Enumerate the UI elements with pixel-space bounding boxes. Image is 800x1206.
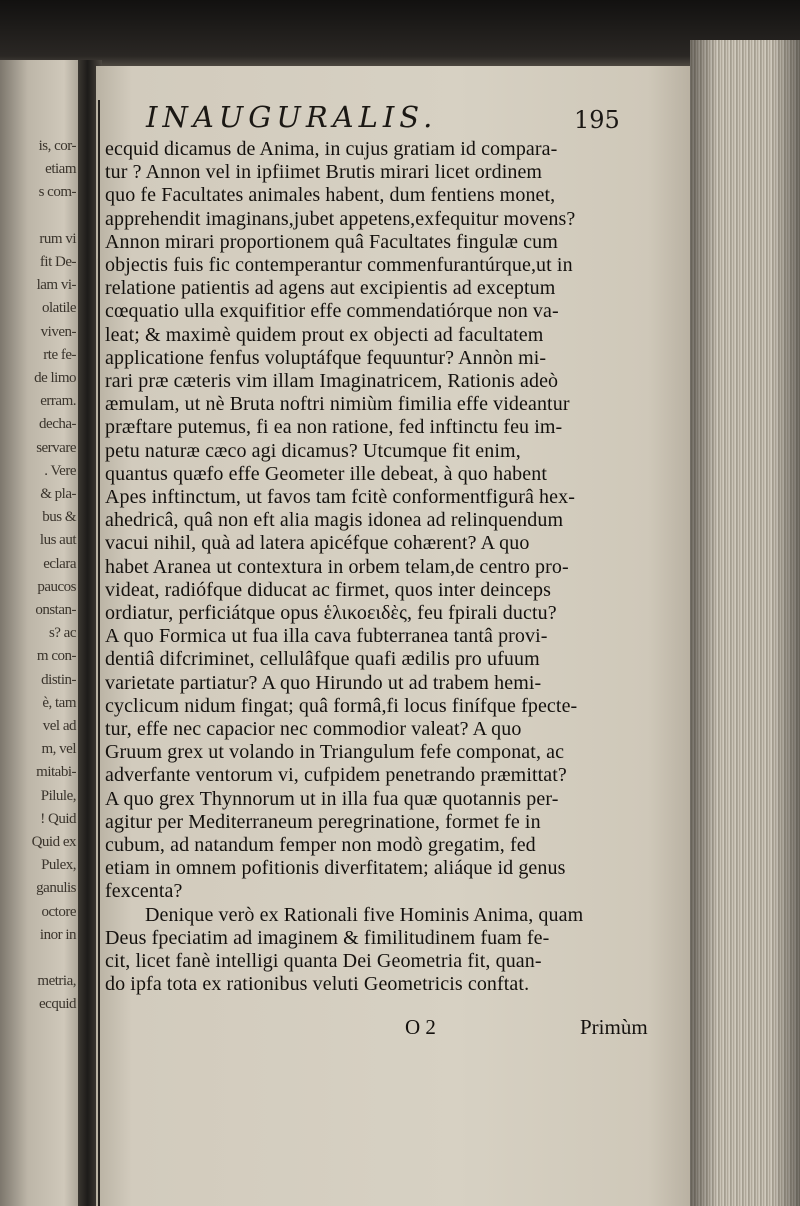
text-line: adverfante ventorum vi, cufpidem penetrando præmittat? (105, 764, 567, 787)
text-line: Deus fpeciatim ad imaginem & fimilitudinem fuam fe- (105, 926, 550, 949)
text-line: A quo grex Thynnorum ut in illa fua quæ quotannis per- (105, 787, 559, 810)
text-line: tur ? Annon vel in ipfiimet Brutis mirari licet ordinem (105, 161, 543, 184)
facing-page-fragment: fit De- (39, 254, 76, 270)
facing-page-fragment: rte fe- (43, 346, 76, 363)
facing-page-fragment: decha- (39, 416, 76, 433)
text-line: Denique verò ex Rationali five Hominis Anima, quam (145, 903, 584, 926)
facing-page-fragment: m con- (36, 648, 76, 665)
text-line: ahedricâ, quâ non eft alia magis idonea ad relinquendum (105, 509, 564, 532)
facing-page-fragment: ecquid (39, 996, 76, 1013)
text-line: cit, licet fanè intelligi quanta Dei Geometria fit, quan- (105, 950, 542, 972)
facing-page-fragment: servare (36, 439, 76, 456)
facing-page-fragment: rum vi (39, 230, 76, 247)
facing-page-fragment: inor in (39, 926, 76, 943)
text-line: æmulam, ut nè Bruta noftri nimiùm fimilia effe videantur (105, 393, 570, 416)
signature-mark: O 2 (405, 1015, 436, 1039)
text-line: agitur per Mediterraneum peregrinatione, formet fe in (105, 810, 541, 833)
facing-page-fragment: ganulis (36, 880, 76, 897)
text-line: A quo Formica ut fua illa cava fubterranea tantâ provi- (105, 625, 548, 648)
text-line: videat, radiófque diducat ac firmet, quos inter deinceps (105, 578, 551, 601)
facing-page-fragment: distin- (41, 671, 76, 688)
text-line: præftare putemus, fi ea non ratione, fed inftinctu feu im- (105, 416, 563, 439)
facing-page-fragment: . Vere (44, 462, 76, 479)
text-line: cubum, ad natandum femper non modò gregatim, fed (105, 834, 536, 856)
text-line: cyclicum nidum fingat; quâ formâ,fi locus finífque fpecte- (105, 694, 578, 717)
text-line: vacui nihil, quà ad latera apicéfque cohærent? A quo (105, 532, 530, 555)
facing-page-fragment: s? ac (48, 625, 76, 642)
text-line: fexcenta? (105, 880, 183, 903)
facing-page-fragment: m, vel (41, 741, 76, 758)
facing-page-fragment: etiam (45, 161, 76, 178)
facing-page-fragment: è, tam (42, 694, 76, 711)
facing-page-edge (0, 60, 80, 1206)
text-line: quo fe Facultates animales habent, dum fentiens monet, (105, 184, 556, 207)
facing-page-fragment: is, cor- (38, 138, 76, 154)
text-line: ecquid dicamus de Anima, in cujus gratiam id compara- (105, 138, 558, 160)
facing-page-fragment: paucos (37, 578, 76, 595)
facing-page-fragment: s com- (38, 184, 76, 201)
text-line: objectis fuis fic contemperantur commenfurantúrque,ut in (105, 254, 573, 276)
text-line: quantus quæfo effe Geometer ille debeat, à quo habent (105, 462, 547, 485)
running-head (146, 100, 626, 140)
facing-page-fragment: & pla- (40, 486, 76, 502)
margin-rule (98, 100, 100, 1206)
text-line: rari præ cæteris vim illam Imaginatricem, Rationis adeò (105, 370, 559, 392)
page-footer (105, 1015, 685, 1041)
text-line: ordiatur, perficiátque opus ἑλικοειδὲς, feu fpirali ductu? (105, 602, 557, 624)
facing-page-fragment: de limo (34, 370, 76, 386)
facing-page-fragment: lus aut (39, 532, 76, 549)
text-line: etiam in omnem pofitionis diverfitatem; aliáque id genus (105, 857, 566, 880)
running-head-title: INAUGURALIS. (146, 100, 438, 134)
facing-page-fragment: octore (41, 903, 76, 920)
text-line: leat; & maximè quidem prout ex objecti ad facultatem (105, 323, 544, 346)
text-line: cœquatio ulla exquifitior effe commendatiórque non va- (105, 300, 559, 323)
facing-page-fragment: Pulex, (41, 857, 76, 874)
facing-page-fragment: metria, (37, 973, 76, 990)
text-line: tur, effe nec capacior nec commodior valeat? A quo (105, 718, 522, 740)
facing-page-fragment: bus & (42, 509, 76, 526)
facing-page-fragment: onstan- (35, 602, 76, 618)
scanner-background (0, 0, 800, 70)
facing-page-fragment: lam vi- (36, 277, 76, 294)
text-line: Annon mirari proportionem quâ Facultates fingulæ cum (105, 230, 558, 253)
facing-page-fragment: vel ad (42, 718, 76, 734)
text-line: habet Aranea ut contextura in orbem telam,de centro pro- (105, 555, 569, 578)
facing-page-fragment: Pilule, (40, 787, 76, 804)
facing-page-fragment: viven- (40, 323, 76, 340)
catchword: Primùm (580, 1015, 648, 1039)
facing-page-fragment: eclara (43, 555, 76, 572)
facing-page-fragment: Quid ex (31, 834, 76, 850)
text-line: relatione patientis ad agens aut excipientis ad exceptum (105, 277, 556, 300)
text-line: apprehendit imaginans,jubet appetens,exfequitur movens? (105, 207, 576, 230)
text-line: varietate partiatur? A quo Hirundo ut ad trabem hemi- (105, 671, 542, 694)
text-line: Gruum grex ut volando in Triangulum fefe componat, ac (105, 741, 565, 764)
facing-page-fragment: olatile (42, 300, 76, 317)
text-line: applicatione fenfus voluptáfque fequuntur? Annòn mi- (105, 346, 547, 369)
text-line: do ipfa tota ex rationibus veluti Geometricis conftat. (105, 973, 530, 996)
facing-page-fragment: erram. (40, 393, 76, 410)
facing-page-fragment: ! Quid (40, 810, 76, 827)
facing-page-fragment: mitabi- (36, 764, 76, 781)
page-number: 195 (574, 106, 620, 134)
text-line: Apes inftinctum, ut favos tam fcitè conformentfigurâ hex- (105, 486, 575, 508)
text-line: petu naturæ cæco agi dicamus? Utcumque fit enim, (105, 439, 521, 462)
text-line: dentiâ difcriminet, cellulâfque quafi ædilis pro ufuum (105, 648, 540, 671)
